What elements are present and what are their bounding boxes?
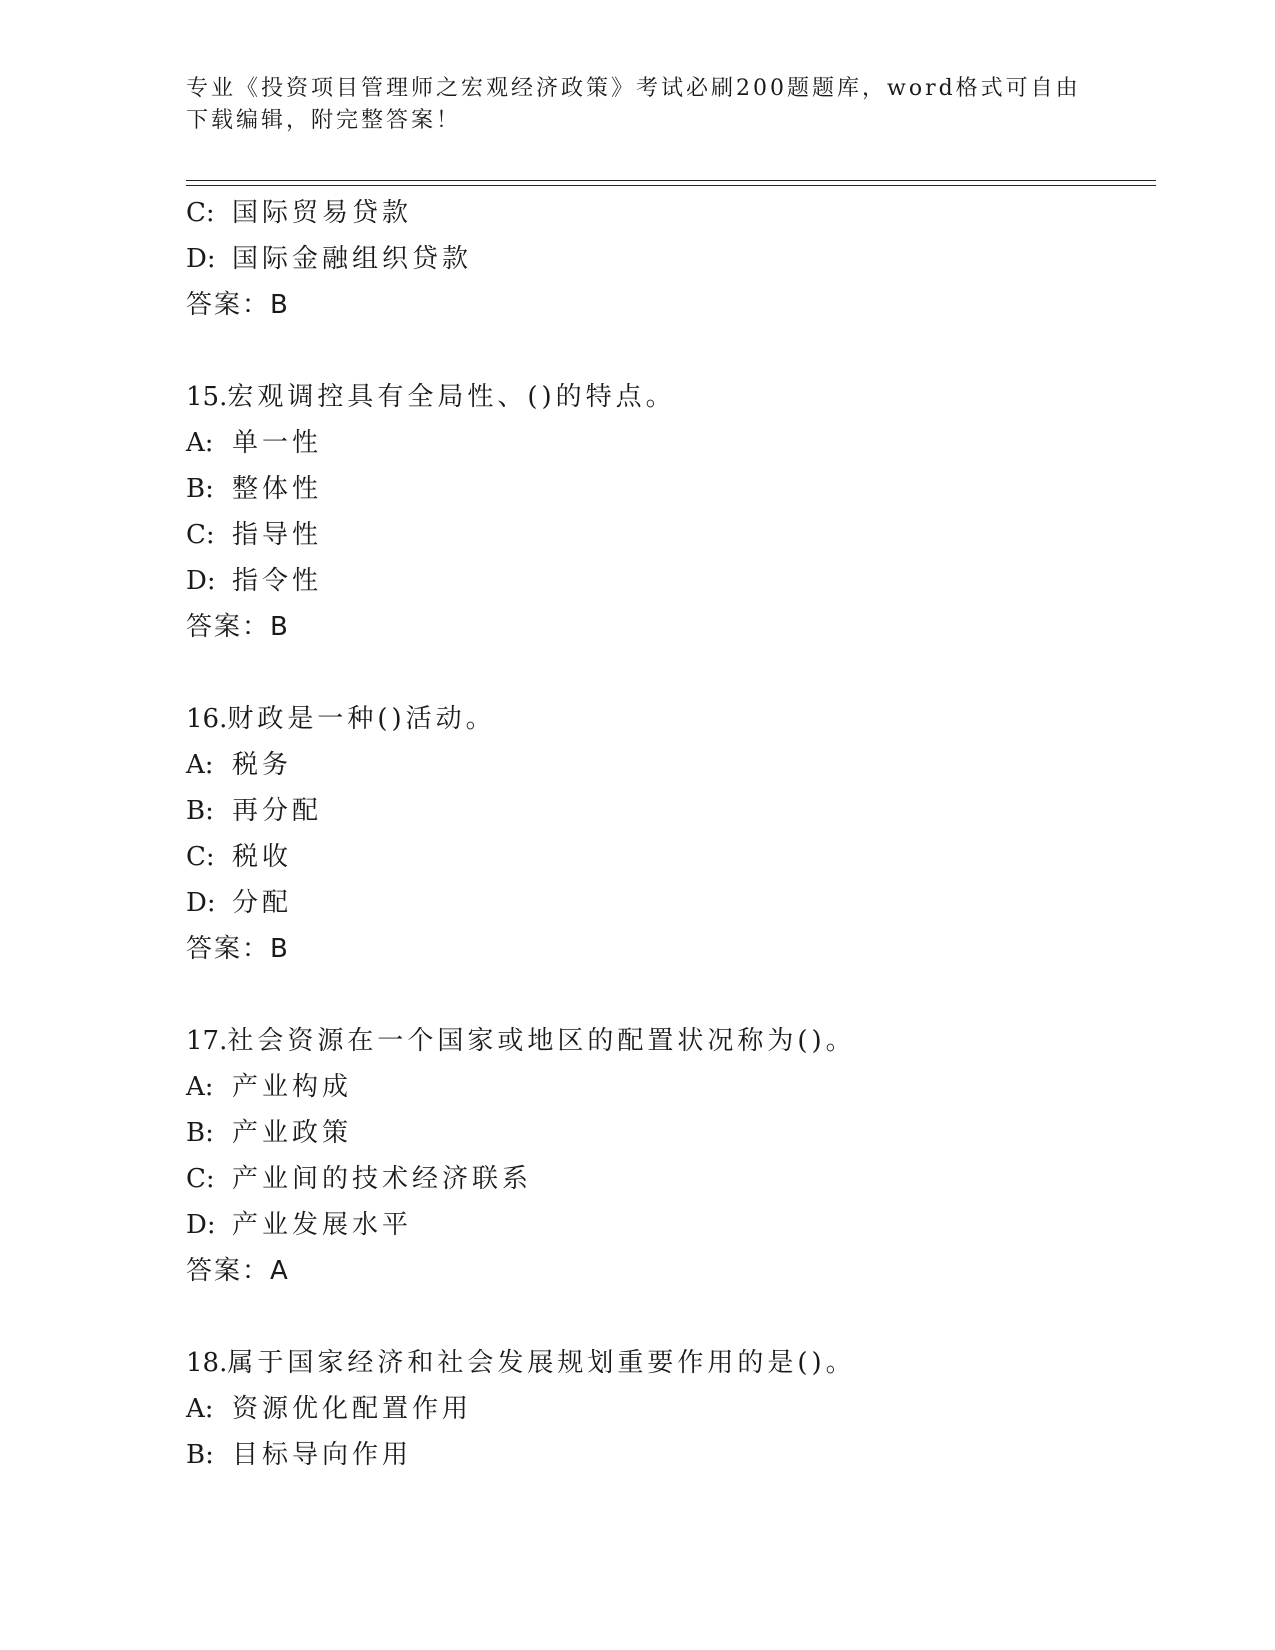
option-label: B: [186, 1118, 214, 1148]
option-text: 产业政策 [232, 1118, 353, 1148]
option-row [186, 1386, 1156, 1432]
option-label: A: [186, 750, 214, 780]
option-label: C: [186, 520, 215, 550]
question-block-prev [186, 190, 1156, 328]
option-row [186, 512, 1156, 558]
answer-line: 答案：B [186, 934, 290, 964]
option-label: D: [186, 566, 216, 596]
question-stem [186, 696, 1156, 742]
spacer [186, 650, 1156, 696]
option-label: B: [186, 796, 214, 826]
option-label: A: [186, 428, 214, 458]
option-row [186, 1432, 1156, 1478]
option-label: A: [186, 1394, 214, 1424]
question-text: 财政是一种()活动。 [227, 704, 496, 734]
option-text: 资源优化配置作用 [232, 1394, 473, 1424]
question-number: 17. [186, 1026, 228, 1056]
question-list [186, 190, 1156, 1478]
document-header [186, 73, 1086, 137]
spacer [186, 1294, 1156, 1340]
option-label: A: [186, 1072, 214, 1102]
option-row [186, 880, 1156, 926]
option-label: B: [186, 1440, 214, 1470]
option-row [186, 1110, 1156, 1156]
question-number: 15. [186, 382, 228, 412]
question-text: 属于国家经济和社会发展规划重要作用的是()。 [227, 1348, 856, 1378]
spacer [186, 328, 1156, 374]
option-row [186, 788, 1156, 834]
header-line-2: 下载编辑，附完整答案！ [186, 108, 462, 133]
option-row [186, 1202, 1156, 1248]
option-label: D: [186, 888, 216, 918]
question-stem [186, 374, 1156, 420]
option-text: 整体性 [232, 474, 323, 504]
option-row [186, 190, 1156, 236]
spacer [186, 972, 1156, 1018]
option-label: C: [186, 1164, 215, 1194]
option-text: 产业发展水平 [232, 1210, 413, 1240]
option-row [186, 558, 1156, 604]
option-label: C: [186, 198, 215, 228]
option-text: 单一性 [232, 428, 323, 458]
answer-line: 答案：B [186, 612, 290, 642]
option-row [186, 834, 1156, 880]
question-block-16 [186, 696, 1156, 972]
question-stem [186, 1340, 1156, 1386]
option-label: D: [186, 244, 216, 274]
option-text: 再分配 [232, 796, 323, 826]
option-row [186, 742, 1156, 788]
option-text: 指令性 [232, 566, 323, 596]
option-label: C: [186, 842, 215, 872]
option-text: 税务 [232, 750, 293, 780]
option-row [186, 236, 1156, 282]
document-page [186, 0, 1156, 1650]
option-text: 产业间的技术经济联系 [232, 1164, 533, 1194]
option-text: 产业构成 [232, 1072, 353, 1102]
option-text: 目标导向作用 [232, 1440, 413, 1470]
option-row [186, 420, 1156, 466]
question-text: 社会资源在一个国家或地区的配置状况称为()。 [227, 1026, 856, 1056]
option-text: 分配 [232, 888, 293, 918]
option-row [186, 1156, 1156, 1202]
question-number: 18. [186, 1348, 228, 1378]
option-text: 税收 [232, 842, 293, 872]
option-row [186, 466, 1156, 512]
option-text: 指导性 [232, 520, 323, 550]
answer-line: 答案：B [186, 290, 290, 320]
question-block-15 [186, 374, 1156, 650]
question-block-18 [186, 1340, 1156, 1478]
header-line-1: 专业《投资项目管理师之宏观经济政策》考试必刷200题题库，word格式可自由 [186, 76, 1081, 101]
question-block-17 [186, 1018, 1156, 1294]
question-stem [186, 1018, 1156, 1064]
option-text: 国际金融组织贷款 [232, 244, 473, 274]
option-text: 国际贸易贷款 [232, 198, 413, 228]
option-label: B: [186, 474, 214, 504]
question-number: 16. [186, 704, 228, 734]
header-divider [186, 180, 1156, 186]
answer-line: 答案：A [186, 1256, 290, 1286]
question-text: 宏观调控具有全局性、()的特点。 [227, 382, 676, 412]
option-row [186, 1064, 1156, 1110]
option-label: D: [186, 1210, 216, 1240]
